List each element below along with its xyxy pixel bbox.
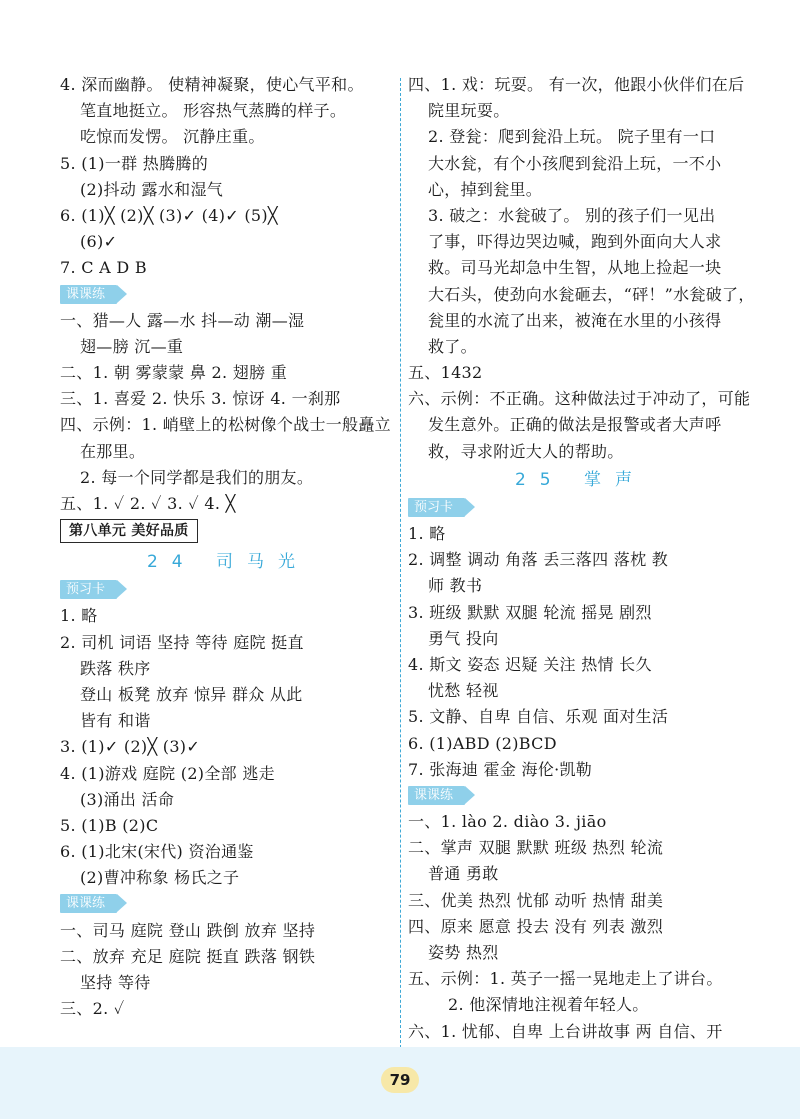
answer-line: 大石头，使劲向水瓮砸去，“砰！”水瓮破了， [428,284,755,304]
lesson-title: 24 司马光 [146,552,310,573]
page-number: 79 [381,1067,419,1093]
section-tag: 课课练 [408,786,465,805]
answer-line: 5. (1)一群 热腾腾的 [60,153,209,173]
section-tag-row [60,577,396,603]
answer-line: (6)✓ [80,232,118,252]
answer-line: 4. (1)游戏 庭院 (2)全部 逃走 [60,763,275,783]
answer-line: 忧愁 轻视 [428,681,499,701]
answer-line: 2. 每一个同学都是我们的朋友。 [80,467,314,487]
answer-line: 2. 他深情地注视着年轻人。 [448,995,649,1015]
section-tag: 课课练 [60,285,117,304]
answer-line: (2)抖动 露水和湿气 [80,179,224,199]
answer-line: 6. (1)北宋(宋代) 资治通鉴 [60,842,254,862]
answer-line: 勇气 投向 [428,628,499,648]
answer-line: 3. (1)✓ (2)╳ (3)✓ [60,737,201,757]
answer-line: 三、1. 喜爱 2. 快乐 3. 惊讶 4. 一刹那 [60,389,341,409]
answer-line: 皆有 和谐 [80,711,151,731]
answer-line: 普通 勇敢 [428,864,499,884]
answer-line: 坚持 等待 [80,973,151,992]
answer-line: 6. (1)ABD (2)BCD [408,733,557,753]
section-tag-row [60,891,396,917]
answer-line: 5. 文静、自卑 自信、乐观 面对生活 [408,707,669,727]
answer-line: 发生意外。正确的做法是报警或者大声呼 [428,415,722,435]
lesson-title: 25 掌声 [514,469,647,490]
answer-line: 了事，吓得边哭边喊，跑到外面向大人求 [428,232,722,252]
answer-line: 二、放弃 充足 庭院 挺直 跌落 钢铁 [60,946,316,966]
answer-line: 7. 张海迪 霍金 海伦·凯勒 [408,759,593,779]
answer-line: 师 教书 [428,576,483,596]
answer-line: 翅—膀 沉—重 [80,336,184,356]
answer-line: 登山 板凳 放弃 惊异 群众 从此 [80,684,303,704]
answer-line: 五、1. ✓ 2. ✓ 3. ✓ 4. ╳ [60,494,236,513]
answer-line: 救。司马光却急中生智，从地上捡起一块 [428,258,722,278]
unit-heading: 第八单元 美好品质 [60,519,198,543]
answer-line: 2. 调整 调动 角落 丢三落四 落枕 教 [408,550,669,570]
answer-line: 一、猎—人 露—水 抖—动 潮—湿 [60,310,305,330]
left-column [60,72,396,1022]
answer-line: 五、1432 [408,363,483,383]
answer-line: 救，寻求附近大人的帮助。 [428,441,624,461]
answer-line: 1. 略 [408,524,446,543]
answer-line: 心，掉到瓮里。 [428,179,543,199]
answer-line: 5. (1)B (2)C [60,815,159,835]
answer-line: (3)涌出 活命 [80,789,175,809]
answer-line: 3. 破之：水瓮破了。 别的孩子们一见出 [428,205,716,225]
section-tag: 预习卡 [60,580,117,599]
answer-line: 跌落 秩序 [80,658,151,678]
answer-line: 姿势 热烈 [428,943,499,962]
answer-line: 笔直地挺立。 形容热气蒸腾的样子。 [80,101,347,121]
answer-line: 吃惊而发愣。 沉静庄重。 [80,127,265,147]
answer-line: 救了。 [428,336,477,356]
answer-line: (2)曹冲称象 杨氏之子 [80,868,240,888]
right-column [408,72,753,1045]
section-tag: 课课练 [60,894,117,913]
answer-line: 一、1. lào 2. diào 3. jiāo [408,812,607,832]
answer-line: 三、优美 热烈 忧郁 动听 热情 甜美 [408,890,664,910]
answer-line: 6. (1)╳ (2)╳ (3)✓ (4)✓ (5)╳ [60,205,278,225]
answer-line: 7. C A D B [60,258,147,278]
answer-line: 3. 班级 默默 双腿 轮流 摇晃 剧烈 [408,602,652,622]
answer-line: 五、示例：1. 英子一摇一晃地走上了讲台。 [408,969,723,989]
answer-line: 一、司马 庭院 登山 跌倒 放弃 坚持 [60,920,316,940]
column-divider [400,78,401,1048]
answer-line: 2. 司机 词语 坚持 等待 庭院 挺直 [60,632,304,652]
answer-line: 瓮里的水流了出来，被淹在水里的小孩得 [428,310,722,330]
answer-line: 六、示例：不正确。这种做法过于冲动了，可能 [408,389,751,409]
section-tag: 预习卡 [408,498,465,517]
answer-line: 四、原来 愿意 投去 没有 列表 激烈 [408,916,664,936]
answer-line: 院里玩耍。 [428,101,510,121]
answer-line: 4. 斯文 姿态 迟疑 关注 热情 长久 [408,654,652,674]
section-tag-row [408,783,753,809]
answer-line: 2. 登瓮：爬到瓮沿上玩。 院子里有一口 [428,127,716,147]
page-footer [0,1047,800,1119]
answer-line: 1. 略 [60,606,98,626]
answer-line: 在那里。 [80,441,146,461]
answer-line: 二、1. 朝 雾蒙蒙 鼻 2. 翅膀 重 [60,363,288,383]
answer-line: 四、示例：1. 峭壁上的松树像个战士一般矗立 [60,415,391,435]
answer-line: 六、1. 忧郁、自卑 上台讲故事 两 自信、开 [408,1021,723,1041]
answer-line: 4. 深而幽静。 使精神凝聚，使心气平和。 [60,75,364,94]
unit-heading-row [60,517,396,547]
section-tag-row [408,495,753,521]
answer-line: 大水瓮，有个小孩爬到瓮沿上玩，一不小 [428,153,722,173]
answer-line: 三、2. ✓ [60,999,125,1019]
answer-line: 二、掌声 双腿 默默 班级 热烈 轮流 [408,838,664,858]
answer-line: 四、1. 戏：玩耍。 有一次，他跟小伙伴们在后 [408,75,745,94]
section-tag-row [60,282,396,308]
